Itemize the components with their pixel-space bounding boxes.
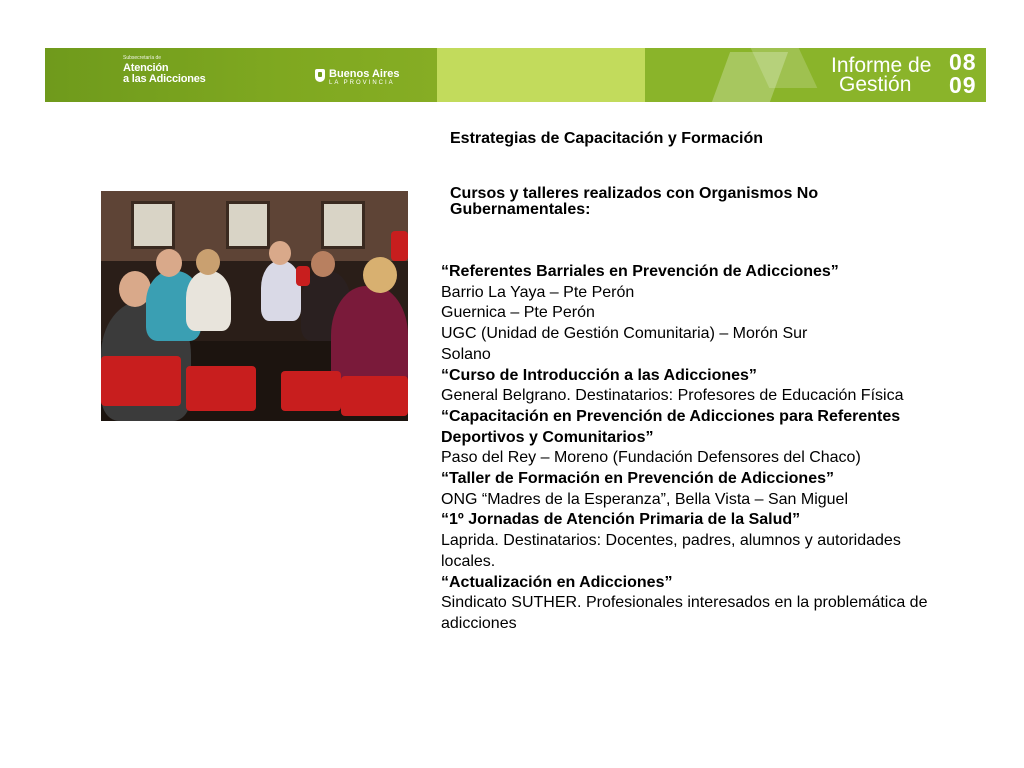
- course-list: [441, 262, 981, 635]
- course-title: “Capacitación en Prevención de Adicciones para Referentes: [441, 407, 901, 425]
- logo-line1: Atención: [123, 62, 169, 74]
- photo-person: [261, 261, 301, 321]
- photo-window: [321, 201, 365, 249]
- photo-chair: [101, 356, 181, 406]
- course-title: Deportivos y Comunitarios”: [441, 428, 654, 446]
- la-provincia-text: LA PROVINCIA: [329, 80, 395, 86]
- course-detail: Guernica – Pte Perón: [441, 304, 595, 322]
- course-detail: General Belgrano. Destinatarios: Profesores de Educación Física: [441, 387, 904, 405]
- year-bottom: 09: [949, 72, 977, 98]
- photo-person-head: [311, 251, 335, 277]
- photo-chair: [296, 266, 310, 286]
- photo-person-head: [196, 249, 220, 275]
- photo-person-head: [156, 249, 182, 277]
- province-shield-icon: [315, 69, 325, 82]
- buenos-aires-name: Buenos Aires: [329, 68, 400, 80]
- year-badge: [949, 51, 977, 97]
- header-banner: [45, 48, 986, 102]
- page-title: Estrategias de Capacitación y Formación: [450, 130, 763, 147]
- photo-chair: [186, 366, 256, 411]
- photo-chair: [341, 376, 408, 416]
- photo-chair: [281, 371, 341, 411]
- informe-line1: Informe de: [831, 54, 932, 77]
- subsecretaria-logo: [123, 56, 206, 85]
- course-title: “Referentes Barriales en Prevención de Adicciones”: [441, 263, 839, 280]
- banner-right-panel: [645, 48, 986, 102]
- photo-person-head: [269, 241, 291, 265]
- photo-chair: [391, 231, 408, 261]
- logo-line2: a las Adicciones: [123, 73, 206, 85]
- informe-line2: Gestión: [839, 73, 912, 96]
- course-detail: Barrio La Yaya – Pte Perón: [441, 283, 635, 301]
- photo-person: [186, 271, 231, 331]
- course-title: “Taller de Formación en Prevención de Adicciones”: [441, 470, 834, 488]
- course-detail: Laprida. Destinatarios: Docentes, padres, alumnos y autoridades: [441, 532, 901, 550]
- course-detail: Solano: [441, 345, 491, 363]
- course-title: “1º Jornadas de Atención Primaria de la Salud”: [441, 511, 801, 529]
- banner-middle-panel: [437, 48, 645, 102]
- course-title: “Curso de Introducción a las Adicciones”: [441, 366, 757, 384]
- page-subtitle: Cursos y talleres realizados con Organismos No Gubernamentales:: [450, 185, 819, 218]
- course-detail: Paso del Rey – Moreno (Fundación Defensores del Chaco): [441, 449, 861, 467]
- course-detail: adicciones: [441, 614, 517, 632]
- logo-small-text: Subsecretaría de: [123, 55, 162, 61]
- course-detail: locales.: [441, 552, 496, 570]
- workshop-photo: [101, 191, 408, 421]
- photo-window: [226, 201, 270, 249]
- photo-window: [131, 201, 175, 249]
- course-detail: UGC (Unidad de Gestión Comunitaria) – Morón Sur: [441, 325, 808, 343]
- year-top: 08: [949, 49, 977, 75]
- course-title: “Actualización en Adicciones”: [441, 573, 673, 591]
- photo-person-head: [363, 257, 397, 293]
- course-detail: Sindicato SUTHER. Profesionales interesados en la problemática de: [441, 594, 928, 612]
- informe-de-gestion-title: [831, 56, 931, 94]
- course-detail: ONG “Madres de la Esperanza”, Bella Vista – San Miguel: [441, 490, 849, 508]
